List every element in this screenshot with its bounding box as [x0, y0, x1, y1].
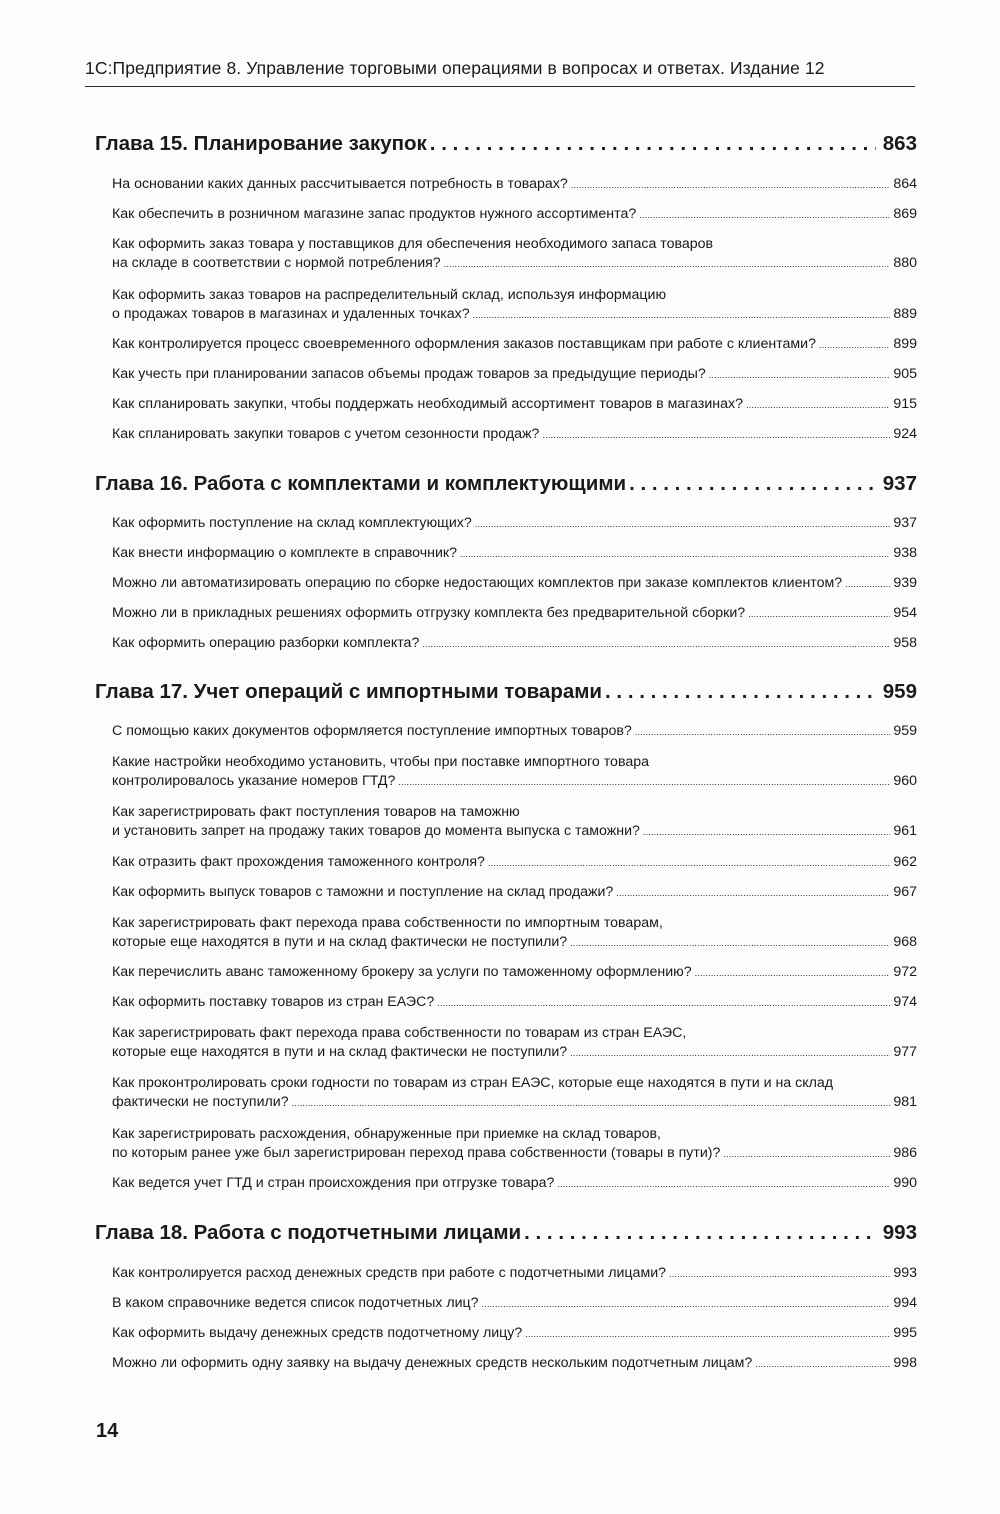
- entry-text: Как перечислить аванс таможенному брокеру за услуги по таможенному оформлению?: [112, 964, 692, 980]
- page-number: 14: [96, 1420, 119, 1442]
- toc-entry[interactable]: [112, 1264, 917, 1284]
- toc-entry[interactable]: [112, 335, 917, 355]
- dot-leader: [475, 514, 891, 534]
- entry-page-number: 938: [893, 545, 917, 561]
- toc-entry[interactable]: [112, 883, 917, 903]
- running-header: 1С:Предприятие 8. Управление торговыми операциями в вопросах и ответах. Издание 12: [85, 58, 915, 87]
- entry-text: Как отразить факт прохождения таможенного контроля?: [112, 854, 485, 870]
- dot-leader: [746, 395, 890, 415]
- entry-page-number: 981: [893, 1094, 917, 1110]
- entry-text: Как зарегистрировать расхождения, обнаруженные при приемке на склад товаров,: [112, 1126, 661, 1142]
- toc-entry[interactable]: [112, 1324, 917, 1344]
- toc-entry[interactable]: [112, 395, 917, 415]
- dot-leader: [845, 574, 890, 594]
- toc-entry[interactable]: [112, 1174, 917, 1194]
- entry-text: Как оформить поступление на склад комплектующих?: [112, 515, 472, 531]
- toc-entry[interactable]: [112, 1354, 917, 1374]
- entry-page-number: 962: [893, 854, 917, 870]
- dot-leader: [460, 544, 890, 564]
- dot-leader: [616, 883, 890, 903]
- chapter-page-number: 993: [882, 1221, 917, 1244]
- dot-leader: [482, 1294, 891, 1314]
- entry-text: и установить запрет на продажу таких товаров до момента выпуска с таможни?: [112, 823, 640, 839]
- dot-leader: [748, 604, 890, 624]
- toc-entry[interactable]: [112, 853, 917, 873]
- chapter-heading[interactable]: [95, 132, 917, 156]
- toc-entry[interactable]: [112, 1074, 917, 1113]
- chapter-heading[interactable]: [95, 472, 917, 496]
- entry-text: Как оформить выпуск товаров с таможни и поступление на склад продажи?: [112, 884, 614, 900]
- chapter-heading[interactable]: [95, 680, 917, 704]
- entry-text: Как ведется учет ГТД и стран происхождения при отгрузке товара?: [112, 1175, 555, 1191]
- toc-entry[interactable]: [112, 634, 917, 654]
- entry-text: которые еще находятся в пути и на склад фактически не поступили?: [112, 934, 568, 950]
- entry-text: Как контролируется расход денежных средств при работе с подотчетными лицами?: [112, 1265, 667, 1281]
- entry-page-number: 869: [893, 206, 917, 222]
- entry-page-number: 958: [893, 635, 917, 651]
- chapter-title: Глава 15. Планирование закупок: [95, 132, 427, 155]
- toc-entry[interactable]: [112, 604, 917, 624]
- entry-page-number: 972: [893, 964, 917, 980]
- entry-text: Как оформить операцию разборки комплекта?: [112, 635, 420, 651]
- entry-text: по которым ранее уже был зарегистрирован переход права собственности (товары в пути)?: [112, 1145, 721, 1161]
- toc-entry[interactable]: [112, 803, 917, 842]
- chapter-page-number: 937: [882, 472, 917, 495]
- entry-page-number: 954: [893, 605, 917, 621]
- dot-leader: [292, 1093, 891, 1113]
- entry-page-number: 905: [893, 366, 917, 382]
- entry-text: Можно ли автоматизировать операцию по сборке недостающих комплектов при заказе комплектов клиентом?: [112, 575, 843, 591]
- entry-text: контролировалось указание номеров ГТД?: [112, 773, 396, 789]
- toc-entry[interactable]: [112, 963, 917, 983]
- entry-page-number: 864: [893, 176, 917, 192]
- chapter-page-number: 959: [882, 680, 917, 703]
- dot-leader: [755, 1354, 890, 1374]
- entry-page-number: 880: [893, 255, 917, 271]
- dot-leader: [488, 853, 890, 873]
- entry-page-number: 994: [893, 1295, 917, 1311]
- entry-page-number: 939: [893, 575, 917, 591]
- toc-entry[interactable]: [112, 1024, 917, 1063]
- toc-entry[interactable]: [112, 753, 917, 792]
- dot-leader: [571, 175, 891, 195]
- entry-page-number: 977: [893, 1044, 917, 1060]
- entry-text: Как оформить выдачу денежных средств подотчетному лицу?: [112, 1325, 523, 1341]
- toc-entry[interactable]: [112, 914, 917, 953]
- entry-page-number: 961: [893, 823, 917, 839]
- toc-entry[interactable]: [112, 175, 917, 195]
- entry-text: которые еще находятся в пути и на склад фактически не поступили?: [112, 1044, 568, 1060]
- dot-leader: [695, 963, 891, 983]
- dot-leader: [525, 1324, 890, 1344]
- dot-leader: [709, 365, 891, 385]
- dot-leader: [557, 1174, 890, 1194]
- entry-text: Как оформить заказ товара у поставщиков для обеспечения необходимого запаса товаров: [112, 236, 714, 252]
- entry-text: Как зарегистрировать факт перехода права собственности по импортным товарам,: [112, 915, 663, 931]
- toc-entry[interactable]: [112, 425, 917, 445]
- entry-page-number: 959: [893, 723, 917, 739]
- toc-entry[interactable]: [112, 574, 917, 594]
- entry-text: В каком справочнике ведется список подотчетных лиц?: [112, 1295, 479, 1311]
- dot-leader: [430, 132, 876, 156]
- dot-leader: [669, 1264, 890, 1284]
- entry-page-number: 899: [893, 336, 917, 352]
- chapter-title: Глава 17. Учет операций с импортными товарами: [95, 680, 603, 703]
- dot-leader: [570, 1043, 890, 1063]
- entry-text: Как проконтролировать сроки годности по товарам из стран ЕАЭС, которые еще находятся в пути и на склад: [112, 1075, 834, 1091]
- chapter-title: Глава 18. Работа с подотчетными лицами: [95, 1221, 522, 1244]
- dot-leader: [605, 680, 876, 704]
- entry-text: Как спланировать закупки, чтобы поддержать необходимый ассортимент товаров в магазинах?: [112, 396, 743, 412]
- toc-entry[interactable]: [112, 365, 917, 385]
- dot-leader: [398, 772, 890, 792]
- toc-entry[interactable]: [112, 1294, 917, 1314]
- dot-leader: [524, 1221, 876, 1245]
- toc-entry[interactable]: [112, 205, 917, 225]
- entry-page-number: 968: [893, 934, 917, 950]
- dot-leader: [542, 425, 890, 445]
- dot-leader: [819, 335, 890, 355]
- dot-leader: [422, 634, 890, 654]
- toc-entry[interactable]: [112, 1125, 917, 1164]
- entry-page-number: 974: [893, 994, 917, 1010]
- entry-text: фактически не поступили?: [112, 1094, 289, 1110]
- dot-leader: [635, 722, 891, 742]
- entry-page-number: 995: [893, 1325, 917, 1341]
- entry-page-number: 960: [893, 773, 917, 789]
- entry-page-number: 993: [893, 1265, 917, 1281]
- chapter-heading[interactable]: [95, 1221, 917, 1245]
- entry-text: Можно ли в прикладных решениях оформить отгрузку комплекта без предварительной сборки?: [112, 605, 746, 621]
- entry-page-number: 889: [893, 306, 917, 322]
- entry-text: на складе в соответствии с нормой потребления?: [112, 255, 441, 271]
- dot-leader: [639, 205, 890, 225]
- entry-page-number: 967: [893, 884, 917, 900]
- entry-page-number: 990: [893, 1175, 917, 1191]
- dot-leader: [629, 472, 876, 496]
- entry-text: Как спланировать закупки товаров с учетом сезонности продаж?: [112, 426, 540, 442]
- toc-entry[interactable]: [112, 286, 917, 325]
- entry-text: Как контролируется процесс своевременного оформления заказов поставщикам при работе с клиентами?: [112, 336, 816, 352]
- entry-text: Как внести информацию о комплекте в справочник?: [112, 545, 457, 561]
- entry-text: Какие настройки необходимо установить, чтобы при поставке импортного товара: [112, 754, 649, 770]
- dot-leader: [570, 933, 890, 953]
- entry-page-number: 915: [893, 396, 917, 412]
- entry-text: о продажах товаров в магазинах и удаленных точках?: [112, 306, 470, 322]
- entry-text: Можно ли оформить одну заявку на выдачу денежных средств нескольким подотчетным лицам?: [112, 1355, 753, 1371]
- entry-page-number: 924: [893, 426, 917, 442]
- entry-text: С помощью каких документов оформляется поступление импортных товаров?: [112, 723, 632, 739]
- entry-text: Как обеспечить в розничном магазине запас продуктов нужного ассортимента?: [112, 206, 637, 222]
- dot-leader: [437, 993, 890, 1013]
- entry-text: Как зарегистрировать факт поступления товаров на таможню: [112, 804, 520, 820]
- toc-entry[interactable]: [112, 993, 917, 1013]
- toc-entry[interactable]: [112, 722, 917, 742]
- entry-page-number: 998: [893, 1355, 917, 1371]
- dot-leader: [643, 822, 890, 842]
- dot-leader: [444, 254, 891, 274]
- toc-entry[interactable]: [112, 235, 917, 274]
- chapter-page-number: 863: [882, 132, 917, 155]
- entry-text: Как учесть при планировании запасов объемы продаж товаров за предыдущие периоды?: [112, 366, 706, 382]
- toc-entry[interactable]: [112, 544, 917, 564]
- entry-page-number: 986: [893, 1145, 917, 1161]
- dot-leader: [473, 305, 891, 325]
- entry-text: На основании каких данных рассчитывается потребность в товарах?: [112, 176, 568, 192]
- entry-text: Как оформить поставку товаров из стран ЕАЭС?: [112, 994, 435, 1010]
- entry-text: Как оформить заказ товаров на распределительный склад, используя информацию: [112, 287, 667, 303]
- entry-text: Как зарегистрировать факт перехода права собственности по товарам из стран ЕАЭС,: [112, 1025, 687, 1041]
- entry-page-number: 937: [893, 515, 917, 531]
- toc-entry[interactable]: [112, 514, 917, 534]
- chapter-title: Глава 16. Работа с комплектами и комплектующими: [95, 472, 627, 495]
- dot-leader: [723, 1144, 890, 1164]
